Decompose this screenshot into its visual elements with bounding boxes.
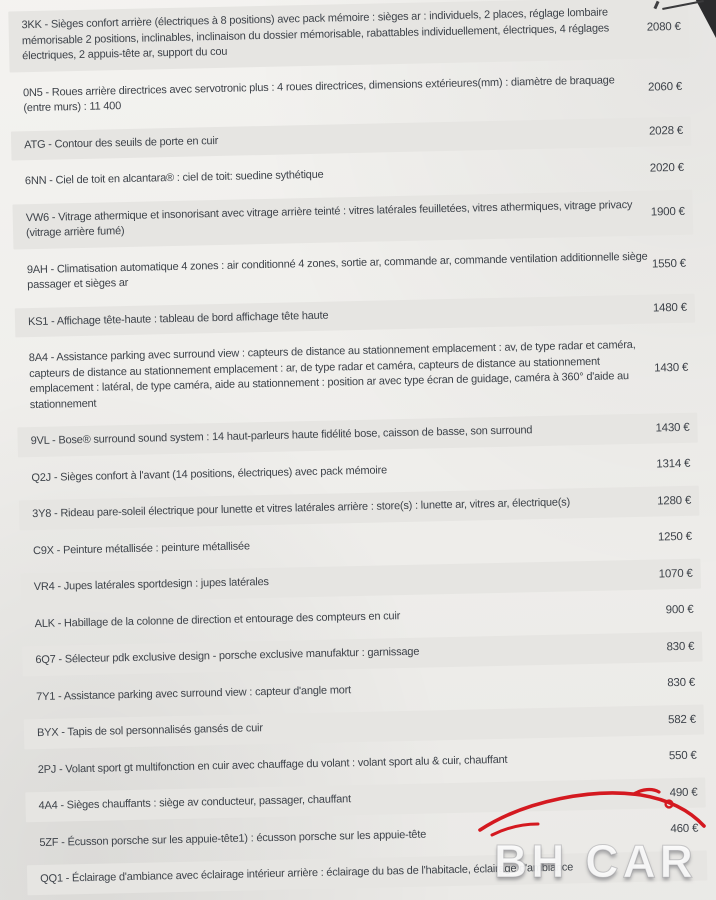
- option-price: 2028 €: [648, 125, 684, 138]
- option-text: 5ZF - Écusson porsche sur les appuie-tête1) : écusson porsche sur les appuie-tête: [39, 828, 427, 849]
- table-row: [23, 668, 703, 712]
- option-price: 2060 €: [647, 80, 683, 94]
- option-text: VR4 - Jupes latérales sportdesign : jupes latérales: [33, 575, 269, 594]
- option-price: 1430 €: [655, 421, 690, 435]
- table-row: [19, 486, 699, 530]
- table-row: [25, 741, 705, 785]
- table-row: [21, 595, 701, 639]
- table-row: [20, 522, 700, 566]
- option-price: 1250 €: [657, 530, 693, 544]
- table-row: [11, 116, 691, 160]
- table-row: [21, 559, 701, 603]
- table-row: [17, 413, 697, 457]
- table-row: [12, 189, 693, 249]
- option-price: 490 €: [669, 786, 698, 800]
- option-text: 9VL - Bose® surround sound system : 14 haut-parleurs haute fidélité bose, caisson de basse, son surround: [30, 424, 533, 448]
- option-text: 6NN - Ciel de toit en alcantara® : ciel de toit: suedine sythétique: [24, 168, 324, 188]
- option-text: ATG - Contour des seuils de porte en cuir: [24, 134, 219, 151]
- option-price: 1314 €: [656, 458, 691, 471]
- table-row: [12, 153, 692, 197]
- table-row: [16, 330, 697, 421]
- option-text: 3KK - Sièges confort arrière (électriques à 8 positions) avec pack mémoire : sièges ar : individuels, 2 places, réglage lombaire mémorisable 2 positions, inclinables, inclinaison du dossier mémorisable, rabattables individuellement, électriques, 4 réglages électriques, 2 appuis-tête ar, support du cou: [21, 6, 610, 63]
- option-text: 3Y8 - Rideau pare-soleil électrique pour lunette et vitres latérales arrière : store(s) : lunette ar, vitres ar, électrique(s): [32, 496, 571, 521]
- option-price: 550 €: [668, 749, 697, 763]
- table-row: [25, 778, 705, 822]
- table-row: [22, 632, 702, 676]
- option-price: 2080 €: [646, 21, 681, 34]
- option-text: 7Y1 - Assistance parking avec surround view : capteur d'angle mort: [36, 683, 352, 703]
- option-text: 6Q7 - Sélecteur pdk exclusive design - porsche exclusive manufaktur : garnissage: [35, 645, 420, 667]
- option-text: 2PJ - Volant sport gt multifonction en cuir avec chauffage du volant : volant sport alu & cuir, chauffant: [37, 753, 508, 776]
- watermark-brand-text: BH CAR: [494, 835, 697, 887]
- option-price: 830 €: [666, 640, 695, 654]
- table-row: [10, 64, 691, 124]
- option-text: Q2J - Sièges confort à l'avant (14 positions, électriques) avec pack mémoire: [31, 463, 388, 484]
- table-row: [15, 293, 695, 337]
- table-row: [24, 705, 704, 749]
- table-row: [27, 850, 707, 894]
- photo-background-corner: [692, 0, 716, 38]
- table-row: [26, 814, 706, 858]
- option-text: ALK - Habillage de la colonne de direction et entourage des compteurs en cuir: [34, 609, 401, 630]
- option-text: KS1 - Affichage tête-haute : tableau de bord affichage tête haute: [27, 309, 329, 328]
- option-price: 582 €: [667, 713, 697, 727]
- option-price: 1430 €: [654, 361, 689, 375]
- table-row: [18, 449, 698, 493]
- options-table: [8, 0, 707, 900]
- option-text: QQ1 - Éclairage d'ambiance avec éclairage intérieur arrière : éclairage du bas de l'habitacle, éclairage d'ambiance: [40, 861, 574, 886]
- option-text: VW6 - Vitrage athermique et insonorisant avec vitrage arrière teinté : vitres latérales feuilletées, vitres athermiques, vitrage privacy (vitrage arrière fumé): [25, 198, 633, 240]
- option-price: 2020 €: [649, 161, 684, 175]
- option-price: 460 €: [670, 822, 699, 836]
- option-text: 9AH - Climatisation automatique 4 zones : air conditionné 4 zones, sortie ar, commande ar, commande ventilation additionnelle siège passager et sièges ar: [26, 250, 648, 292]
- option-price: 1480 €: [652, 302, 688, 315]
- table-row: [14, 241, 695, 301]
- option-text: 0N5 - Roues arrière directrices avec servotronic plus : 4 roues directrices, dimensions extérieures(mm) : diamètre de braquage (entre murs) : 11 400: [22, 73, 615, 115]
- table-row: [8, 0, 689, 72]
- option-text: BYX - Tapis de sol personnalisés gansés de cuir: [36, 722, 263, 740]
- option-price: 900 €: [665, 603, 694, 617]
- option-price: 1070 €: [658, 567, 693, 581]
- option-price: 830 €: [667, 676, 696, 690]
- option-text: 4A4 - Sièges chauffants : siège av conducteur, passager, chauffant: [38, 793, 352, 813]
- option-price: 1550 €: [651, 257, 687, 271]
- option-text: 8A4 - Assistance parking avec surround view : capteurs de distance au stationnement emplacement : av, de type radar et caméra, capteurs de distance au stationnement emplacement : ar, de type radar et caméra, capteurs de distance au stationnement emplacement : latéral, de type caméra, aide au stationnement : position ar avec type écran de guidage, caméra à 360° d'aide au stationnement: [28, 338, 636, 411]
- option-price: 1280 €: [656, 494, 692, 508]
- option-price: 1900 €: [650, 205, 685, 219]
- option-text: C9X - Peinture métallisée : peinture métallisée: [32, 539, 250, 557]
